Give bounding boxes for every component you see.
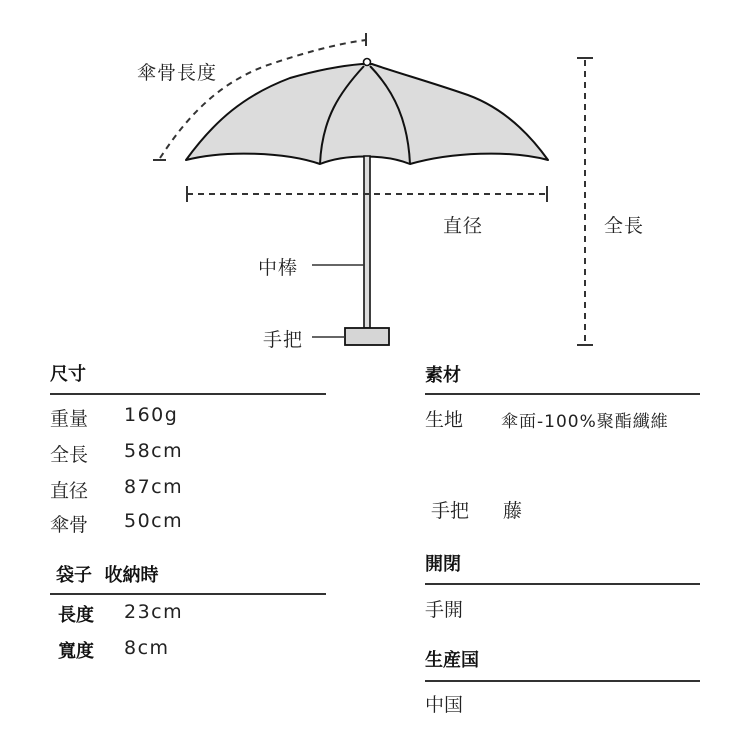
size-row-value: 87cm: [124, 476, 184, 498]
opening-divider: [425, 583, 700, 585]
fabric-value: 傘面-100%聚酯纖維: [501, 412, 669, 432]
diameter-label: 直径: [443, 215, 484, 237]
umbrella-tip: [364, 59, 371, 66]
bag-row-key: 長度: [58, 605, 94, 626]
bag-divider: [50, 593, 326, 595]
handle-label: 手把: [263, 329, 304, 351]
total-length-label: 全長: [604, 215, 645, 237]
size-row-key: 傘骨: [50, 514, 89, 536]
opening-heading: 開閉: [425, 554, 461, 575]
umbrella-diagram: [0, 0, 750, 360]
origin-divider: [425, 680, 700, 682]
fabric-key: 生地: [425, 409, 464, 431]
umbrella-handle: [345, 328, 389, 345]
material-heading: 素材: [425, 365, 461, 386]
size-row-key: 全長: [50, 444, 89, 466]
origin-value: 中国: [425, 694, 464, 716]
handle-material-key: 手把: [431, 500, 470, 522]
shaft-label: 中棒: [258, 257, 299, 279]
origin-heading: 生産国: [425, 650, 479, 671]
size-row-key: 直径: [50, 480, 89, 502]
opening-value: 手開: [425, 599, 464, 621]
size-heading: 尺寸: [50, 364, 86, 385]
umbrella-shaft: [364, 156, 370, 328]
umbrella-canopy: [186, 64, 548, 164]
size-row-value: 50cm: [124, 510, 184, 532]
bag-row-value: 8cm: [124, 637, 170, 659]
size-row-value: 160g: [124, 404, 179, 426]
bag-row-value: 23cm: [124, 601, 184, 623]
rib-length-label: 傘骨長度: [137, 62, 218, 84]
handle-material-value: 藤: [503, 500, 523, 522]
size-row-value: 58cm: [124, 440, 184, 462]
bag-heading: 袋子 收納時: [56, 565, 159, 586]
size-divider: [50, 393, 326, 395]
material-divider: [425, 393, 700, 395]
size-row-key: 重量: [50, 408, 89, 430]
bag-row-key: 寬度: [58, 641, 94, 662]
